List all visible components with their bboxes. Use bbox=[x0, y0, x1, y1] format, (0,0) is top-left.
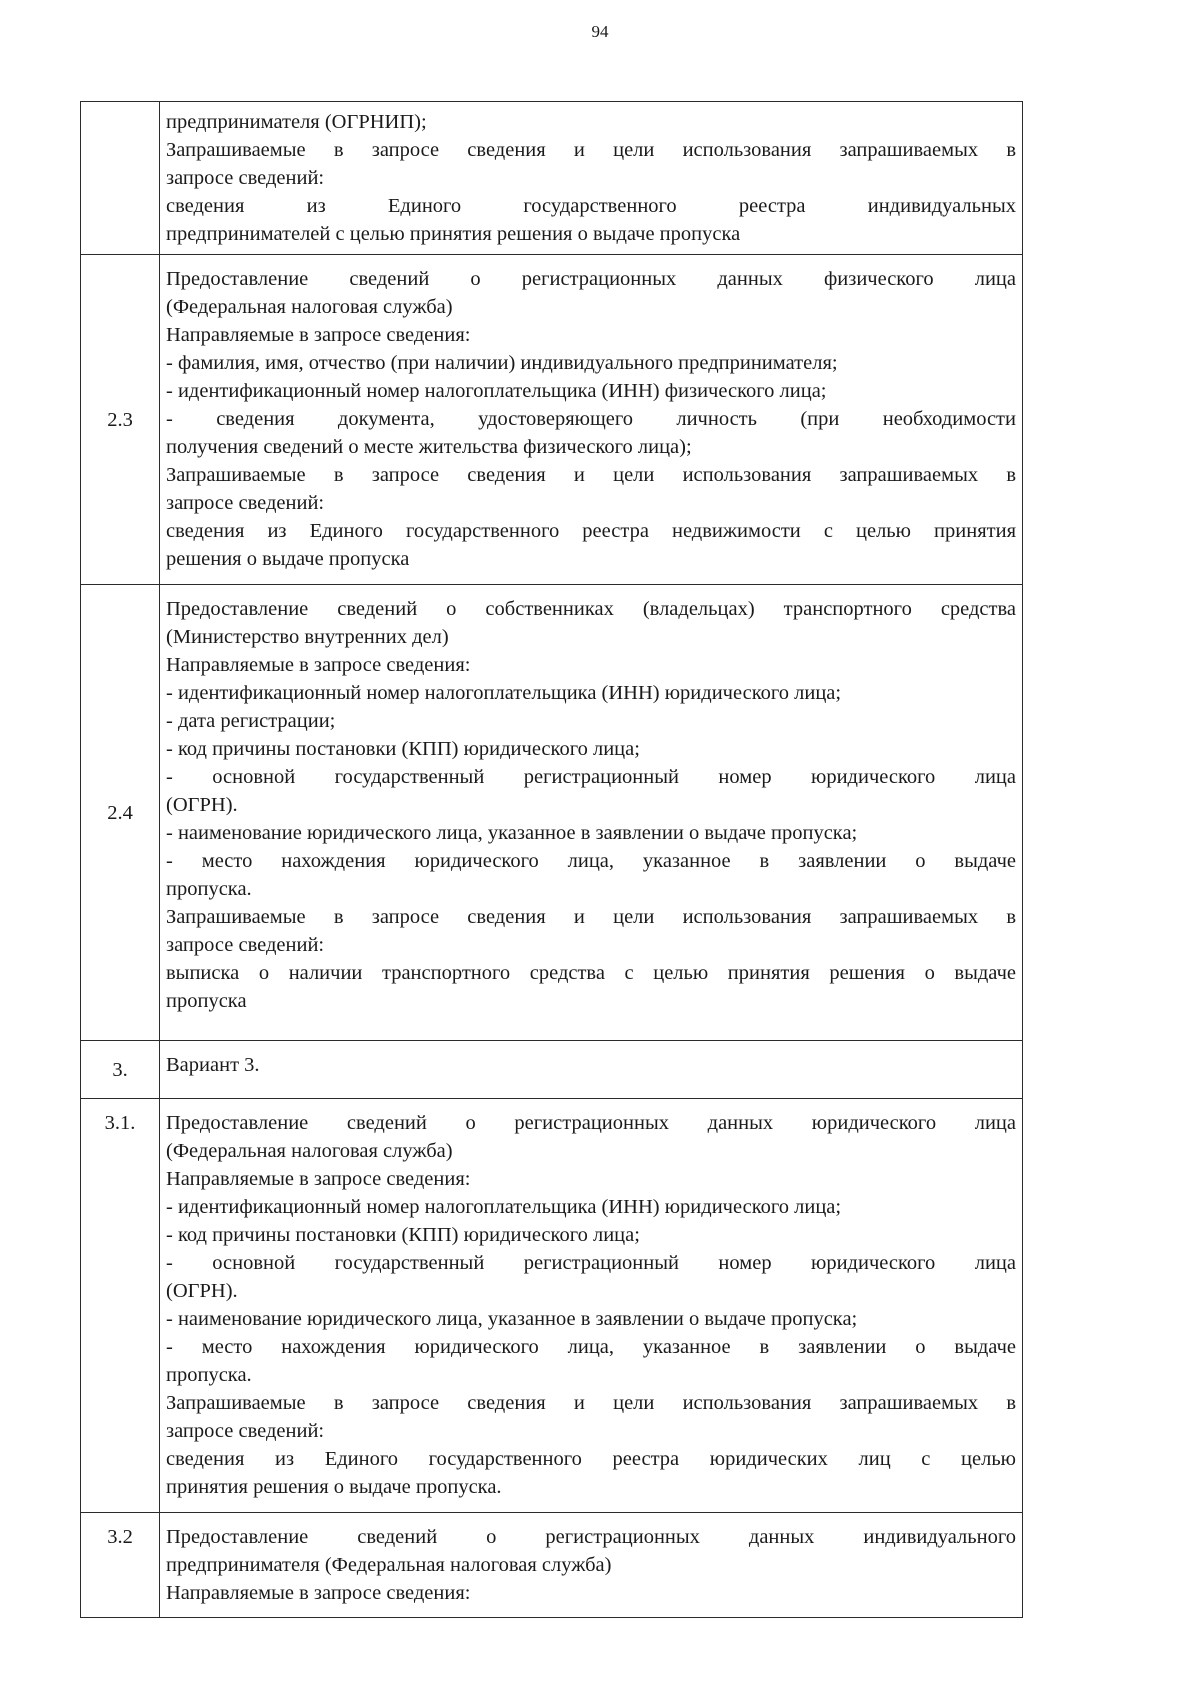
text-line: решения о выдаче пропуска bbox=[166, 548, 410, 570]
text-line: сведения из Единого государственного реестра индивидуальных bbox=[166, 195, 1016, 217]
row-number: 3.2 bbox=[81, 1513, 160, 1618]
row-number: 2.3 bbox=[81, 255, 160, 585]
text-line: Направляемые в запросе сведения: bbox=[166, 654, 471, 676]
text-line: Запрашиваемые в запросе сведения и цели использования запрашиваемых в bbox=[166, 464, 1016, 486]
row-description bbox=[160, 102, 1023, 255]
text-line: - наименование юридического лица, указанное в заявлении о выдаче пропуска; bbox=[166, 1308, 858, 1330]
text-line: пропуска. bbox=[166, 1364, 252, 1386]
text-line: выписка о наличии транспортного средства с целью принятия решения о выдаче bbox=[166, 962, 1016, 984]
table-row bbox=[81, 585, 1023, 1041]
row-description bbox=[160, 1099, 1023, 1513]
row-description bbox=[160, 1513, 1023, 1618]
text-line: (Федеральная налоговая служба) bbox=[166, 296, 453, 318]
table-row bbox=[81, 1041, 1023, 1099]
row-number: 3.1. bbox=[81, 1099, 160, 1513]
text-line: - сведения документа, удостоверяющего личность (при необходимости bbox=[166, 408, 1016, 430]
text-line: (Министерство внутренних дел) bbox=[166, 626, 449, 648]
text-line: запросе сведений: bbox=[166, 167, 325, 189]
text-line: Направляемые в запросе сведения: bbox=[166, 324, 471, 346]
text-line: Вариант 3. bbox=[166, 1054, 260, 1076]
text-line: сведения из Единого государственного реестра недвижимости с целью принятия bbox=[166, 520, 1016, 542]
text-line: (Федеральная налоговая служба) bbox=[166, 1140, 453, 1162]
text-line: - наименование юридического лица, указанное в заявлении о выдаче пропуска; bbox=[166, 822, 858, 844]
text-line: сведения из Единого государственного реестра юридических лиц с целью bbox=[166, 1448, 1016, 1470]
text-line: (ОГРН). bbox=[166, 1280, 238, 1302]
row-number: 2.4 bbox=[81, 585, 160, 1041]
text-line: - фамилия, имя, отчество (при наличии) индивидуального предпринимателя; bbox=[166, 352, 838, 374]
text-line: - основной государственный регистрационный номер юридического лица bbox=[166, 766, 1016, 788]
text-line: - идентификационный номер налогоплательщика (ИНН) юридического лица; bbox=[166, 682, 842, 704]
table-body bbox=[81, 102, 1023, 1618]
text-line: - дата регистрации; bbox=[166, 710, 336, 732]
text-line: Предоставление сведений о регистрационных данных физического лица bbox=[166, 268, 1016, 290]
text-line: получения сведений о месте жительства физического лица); bbox=[166, 436, 692, 458]
text-line: Направляемые в запросе сведения: bbox=[166, 1168, 471, 1190]
text-line: Предоставление сведений о регистрационных данных индивидуального bbox=[166, 1526, 1016, 1548]
text-line: - место нахождения юридического лица, указанное в заявлении о выдаче bbox=[166, 1336, 1016, 1358]
table-row bbox=[81, 1099, 1023, 1513]
text-line: пропуска. bbox=[166, 878, 252, 900]
text-line: (ОГРН). bbox=[166, 794, 238, 816]
text-line: запросе сведений: bbox=[166, 934, 325, 956]
row-description bbox=[160, 255, 1023, 585]
table-row bbox=[81, 255, 1023, 585]
text-line: запросе сведений: bbox=[166, 1420, 325, 1442]
table-row bbox=[81, 102, 1023, 255]
text-line: предпринимателей с целью принятия решения о выдаче пропуска bbox=[166, 223, 741, 245]
text-line: предпринимателя (ОГРНИП); bbox=[166, 111, 427, 133]
text-line: принятия решения о выдаче пропуска. bbox=[166, 1476, 502, 1498]
row-number bbox=[81, 102, 160, 255]
services-table bbox=[80, 101, 1023, 1618]
row-description bbox=[160, 1041, 1023, 1099]
text-line: - код причины постановки (КПП) юридического лица; bbox=[166, 1224, 640, 1246]
text-line: - место нахождения юридического лица, указанное в заявлении о выдаче bbox=[166, 850, 1016, 872]
text-line: - код причины постановки (КПП) юридического лица; bbox=[166, 738, 640, 760]
text-line: Запрашиваемые в запросе сведения и цели использования запрашиваемых в bbox=[166, 139, 1016, 161]
text-line: предпринимателя (Федеральная налоговая служба) bbox=[166, 1554, 612, 1576]
text-line: пропуска bbox=[166, 990, 247, 1012]
text-line: - основной государственный регистрационный номер юридического лица bbox=[166, 1252, 1016, 1274]
text-line: - идентификационный номер налогоплательщика (ИНН) юридического лица; bbox=[166, 1196, 842, 1218]
table-row bbox=[81, 1513, 1023, 1618]
text-line: запросе сведений: bbox=[166, 492, 325, 514]
text-line: Запрашиваемые в запросе сведения и цели использования запрашиваемых в bbox=[166, 1392, 1016, 1414]
text-line: Направляемые в запросе сведения: bbox=[166, 1582, 471, 1604]
text-line: Предоставление сведений о собственниках (владельцах) транспортного средства bbox=[166, 598, 1016, 620]
row-description bbox=[160, 585, 1023, 1041]
text-line: Предоставление сведений о регистрационных данных юридического лица bbox=[166, 1112, 1016, 1134]
row-number: 3. bbox=[81, 1041, 160, 1099]
page-number: 94 bbox=[591, 22, 609, 41]
text-line: Запрашиваемые в запросе сведения и цели использования запрашиваемых в bbox=[166, 906, 1016, 928]
text-line: - идентификационный номер налогоплательщика (ИНН) физического лица; bbox=[166, 380, 827, 402]
